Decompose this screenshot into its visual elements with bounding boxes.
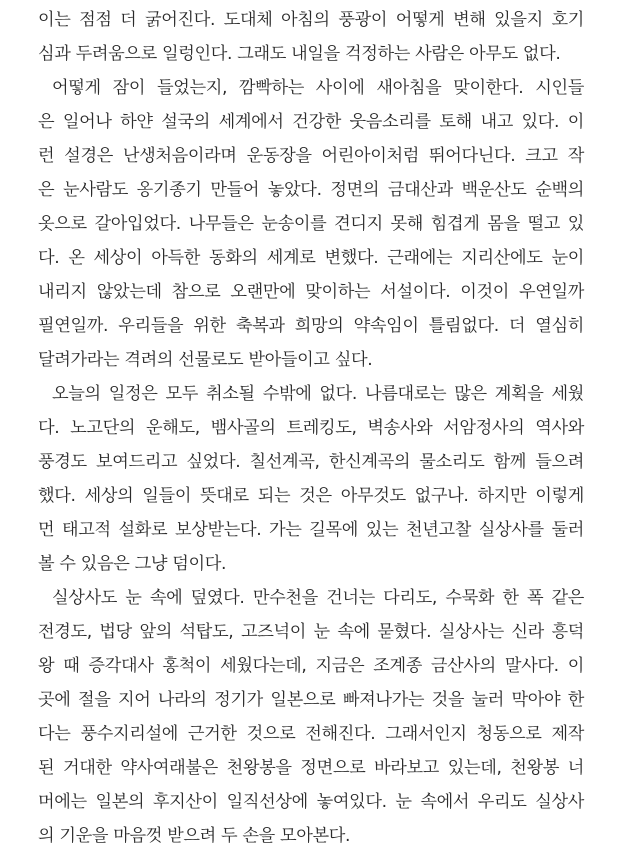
- text-line: 이는 점점 더 굵어진다. 도대체 아침의 풍광이 어떻게 변해 있을지 호기: [38, 10, 584, 30]
- paragraph: [38, 377, 584, 581]
- paragraph: [38, 3, 584, 71]
- text-line: 런 설경은 난생처음이라며 운동장을 어린아이처럼 뛰어다닌다. 크고 작: [38, 146, 584, 166]
- text-line: 했다. 세상의 일들이 뜻대로 되는 것은 아무것도 없구나. 하지만 이렇게: [38, 486, 584, 506]
- text-line: 필연일까. 우리들을 위한 축복과 희망의 약속임이 틀림없다. 더 열심히: [38, 316, 584, 336]
- text-line: 된 거대한 약사여래불은 천왕봉을 정면으로 바라보고 있는데, 천왕봉 너: [38, 758, 584, 778]
- text-line: 은 눈사람도 옹기종기 만들어 놓았다. 정면의 금대산과 백운산도 순백의: [38, 180, 584, 200]
- text-line: 전경도, 법당 앞의 석탑도, 고즈넉이 눈 속에 묻혔다. 실상사는 신라 흥덕: [38, 622, 584, 642]
- text-line: 어떻게 잠이 들었는지, 깜빡하는 사이에 새아침을 맞이한다. 시인들: [52, 78, 584, 98]
- text-line: 볼 수 있음은 그냥 덤이다.: [38, 554, 227, 574]
- text-line: 먼 태고적 설화로 보상받는다. 가는 길목에 있는 천년고찰 실상사를 둘러: [38, 520, 584, 540]
- text-line: 내리지 않았는데 참으로 오랜만에 맞이하는 서설이다. 이것이 우연일까: [38, 282, 584, 302]
- text-line: 의 기운을 마음껏 받으려 두 손을 모아본다.: [38, 826, 351, 846]
- document-page: [38, 3, 584, 853]
- text-line: 곳에 절을 지어 나라의 정기가 일본으로 빠져나가는 것을 눌러 막아야 한: [38, 690, 584, 710]
- text-line: 오늘의 일정은 모두 취소될 수밖에 없다. 나름대로는 많은 계획을 세웠: [52, 384, 584, 404]
- paragraph: [38, 71, 584, 377]
- text-line: 심과 두려움으로 일렁인다. 그래도 내일을 걱정하는 사람은 아무도 없다.: [38, 44, 561, 64]
- text-line: 다. 노고단의 운해도, 뱀사골의 트레킹도, 벽송사와 서암정사의 역사와: [38, 418, 584, 438]
- text-line: 왕 때 증각대사 홍척이 세웠다는데, 지금은 조계종 금산사의 말사다. 이: [38, 656, 584, 676]
- text-line: 다. 온 세상이 아득한 동화의 세계로 변했다. 근래에는 지리산에도 눈이: [38, 248, 584, 268]
- paragraph: [38, 581, 584, 853]
- text-line: 은 일어나 하얀 설국의 세계에서 건강한 웃음소리를 토해 내고 있다. 이: [38, 112, 584, 132]
- text-line: 머에는 일본의 후지산이 일직선상에 놓여있다. 눈 속에서 우리도 실상사: [38, 792, 584, 812]
- text-line: 풍경도 보여드리고 싶었다. 칠선계곡, 한신계곡의 물소리도 함께 들으려: [38, 452, 584, 472]
- text-line: 실상사도 눈 속에 덮였다. 만수천을 건너는 다리도, 수묵화 한 폭 같은: [52, 588, 584, 608]
- text-line: 옷으로 갈아입었다. 나무들은 눈송이를 견디지 못해 힘겹게 몸을 떨고 있: [38, 214, 584, 234]
- text-line: 다는 풍수지리설에 근거한 것으로 전해진다. 그래서인지 청동으로 제작: [38, 724, 584, 744]
- text-line: 달려가라는 격려의 선물로도 받아들이고 싶다.: [38, 350, 373, 370]
